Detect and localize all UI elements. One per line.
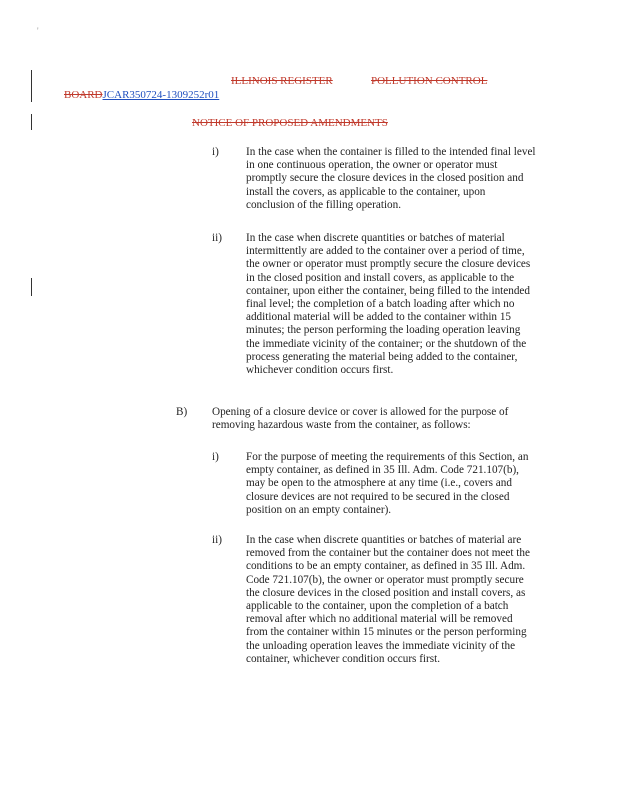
agency-name: POLLUTION CONTROL <box>371 75 488 87</box>
change-bar-top <box>31 70 32 102</box>
item-b-label: B) <box>176 406 188 418</box>
change-bar-notice <box>31 114 32 130</box>
item-b-i-label: i) <box>212 451 219 463</box>
board-line <box>64 89 219 101</box>
board-deleted: BOARD <box>64 89 103 101</box>
item-b-text: Opening of a closure device or cover is allowed for the purpose of removing hazardous waste from the container, as follows: <box>212 406 509 432</box>
item-b-ii-text: In the case when discrete quantities or batches of material are removed from the container but the container does not meet the conditions to be an empty container, as defined in 35 Ill. Adm. Code 721.107(b), the owner or operator must promptly secure the closure devices in the closed position and install covers, as applicable to the container, upon the completion of a batch removal after which no additional material will be removed from the container within 15 minutes or the person performing the unloading operation leaves the immediate vicinity of the container, whichever condition occurs first. <box>246 534 530 665</box>
stray-mark: ' <box>37 26 39 36</box>
notice-title: NOTICE OF PROPOSED AMENDMENTS <box>192 117 388 129</box>
item-a-i-text: In the case when the container is filled to the intended final level in one continuous operation, the owner or operator must promptly secure the closure devices in the closed position and install the covers, as applicable to the container, upon conclusion of the filling operation. <box>246 146 536 211</box>
register-title: ILLINOIS REGISTER <box>231 75 333 87</box>
item-a-ii-text <box>246 232 536 377</box>
item-b-ii-label: ii) <box>212 534 222 546</box>
item-a-ii-text-post: being filled to the intended final level; the completion of a batch loading after which no additional material will be added to the container within 15 minutes; the person performing the loading operation leaving the immediate vicinity of the container; or the shutdown of the process generating the material being added to the container, whichever condition occurs first. <box>246 284 530 377</box>
item-a-ii-text-pre: In the case when discrete quantities or batches of material intermittently are added to the container over a period of time, the owner or operator must promptly secure the closure devices in the closed position and install covers, as applicable to the container, upon either the container <box>246 232 531 297</box>
item-b-i-text: For the purpose of meeting the requirements of this Section, an empty container, as defined in 35 Ill. Adm. Code 721.107(b), may be open to the atmosphere at any time (i.e., covers and closure devices are not required to be secured in the closed position on an empty container). <box>246 451 529 516</box>
item-a-i-label: i) <box>212 146 219 158</box>
change-bar-middle <box>31 278 32 296</box>
item-a-ii-label: ii) <box>212 232 222 244</box>
item-a-ii-inserted-comma: , <box>403 284 407 297</box>
jcar-code: JCAR350724-1309252r01 <box>102 89 220 101</box>
